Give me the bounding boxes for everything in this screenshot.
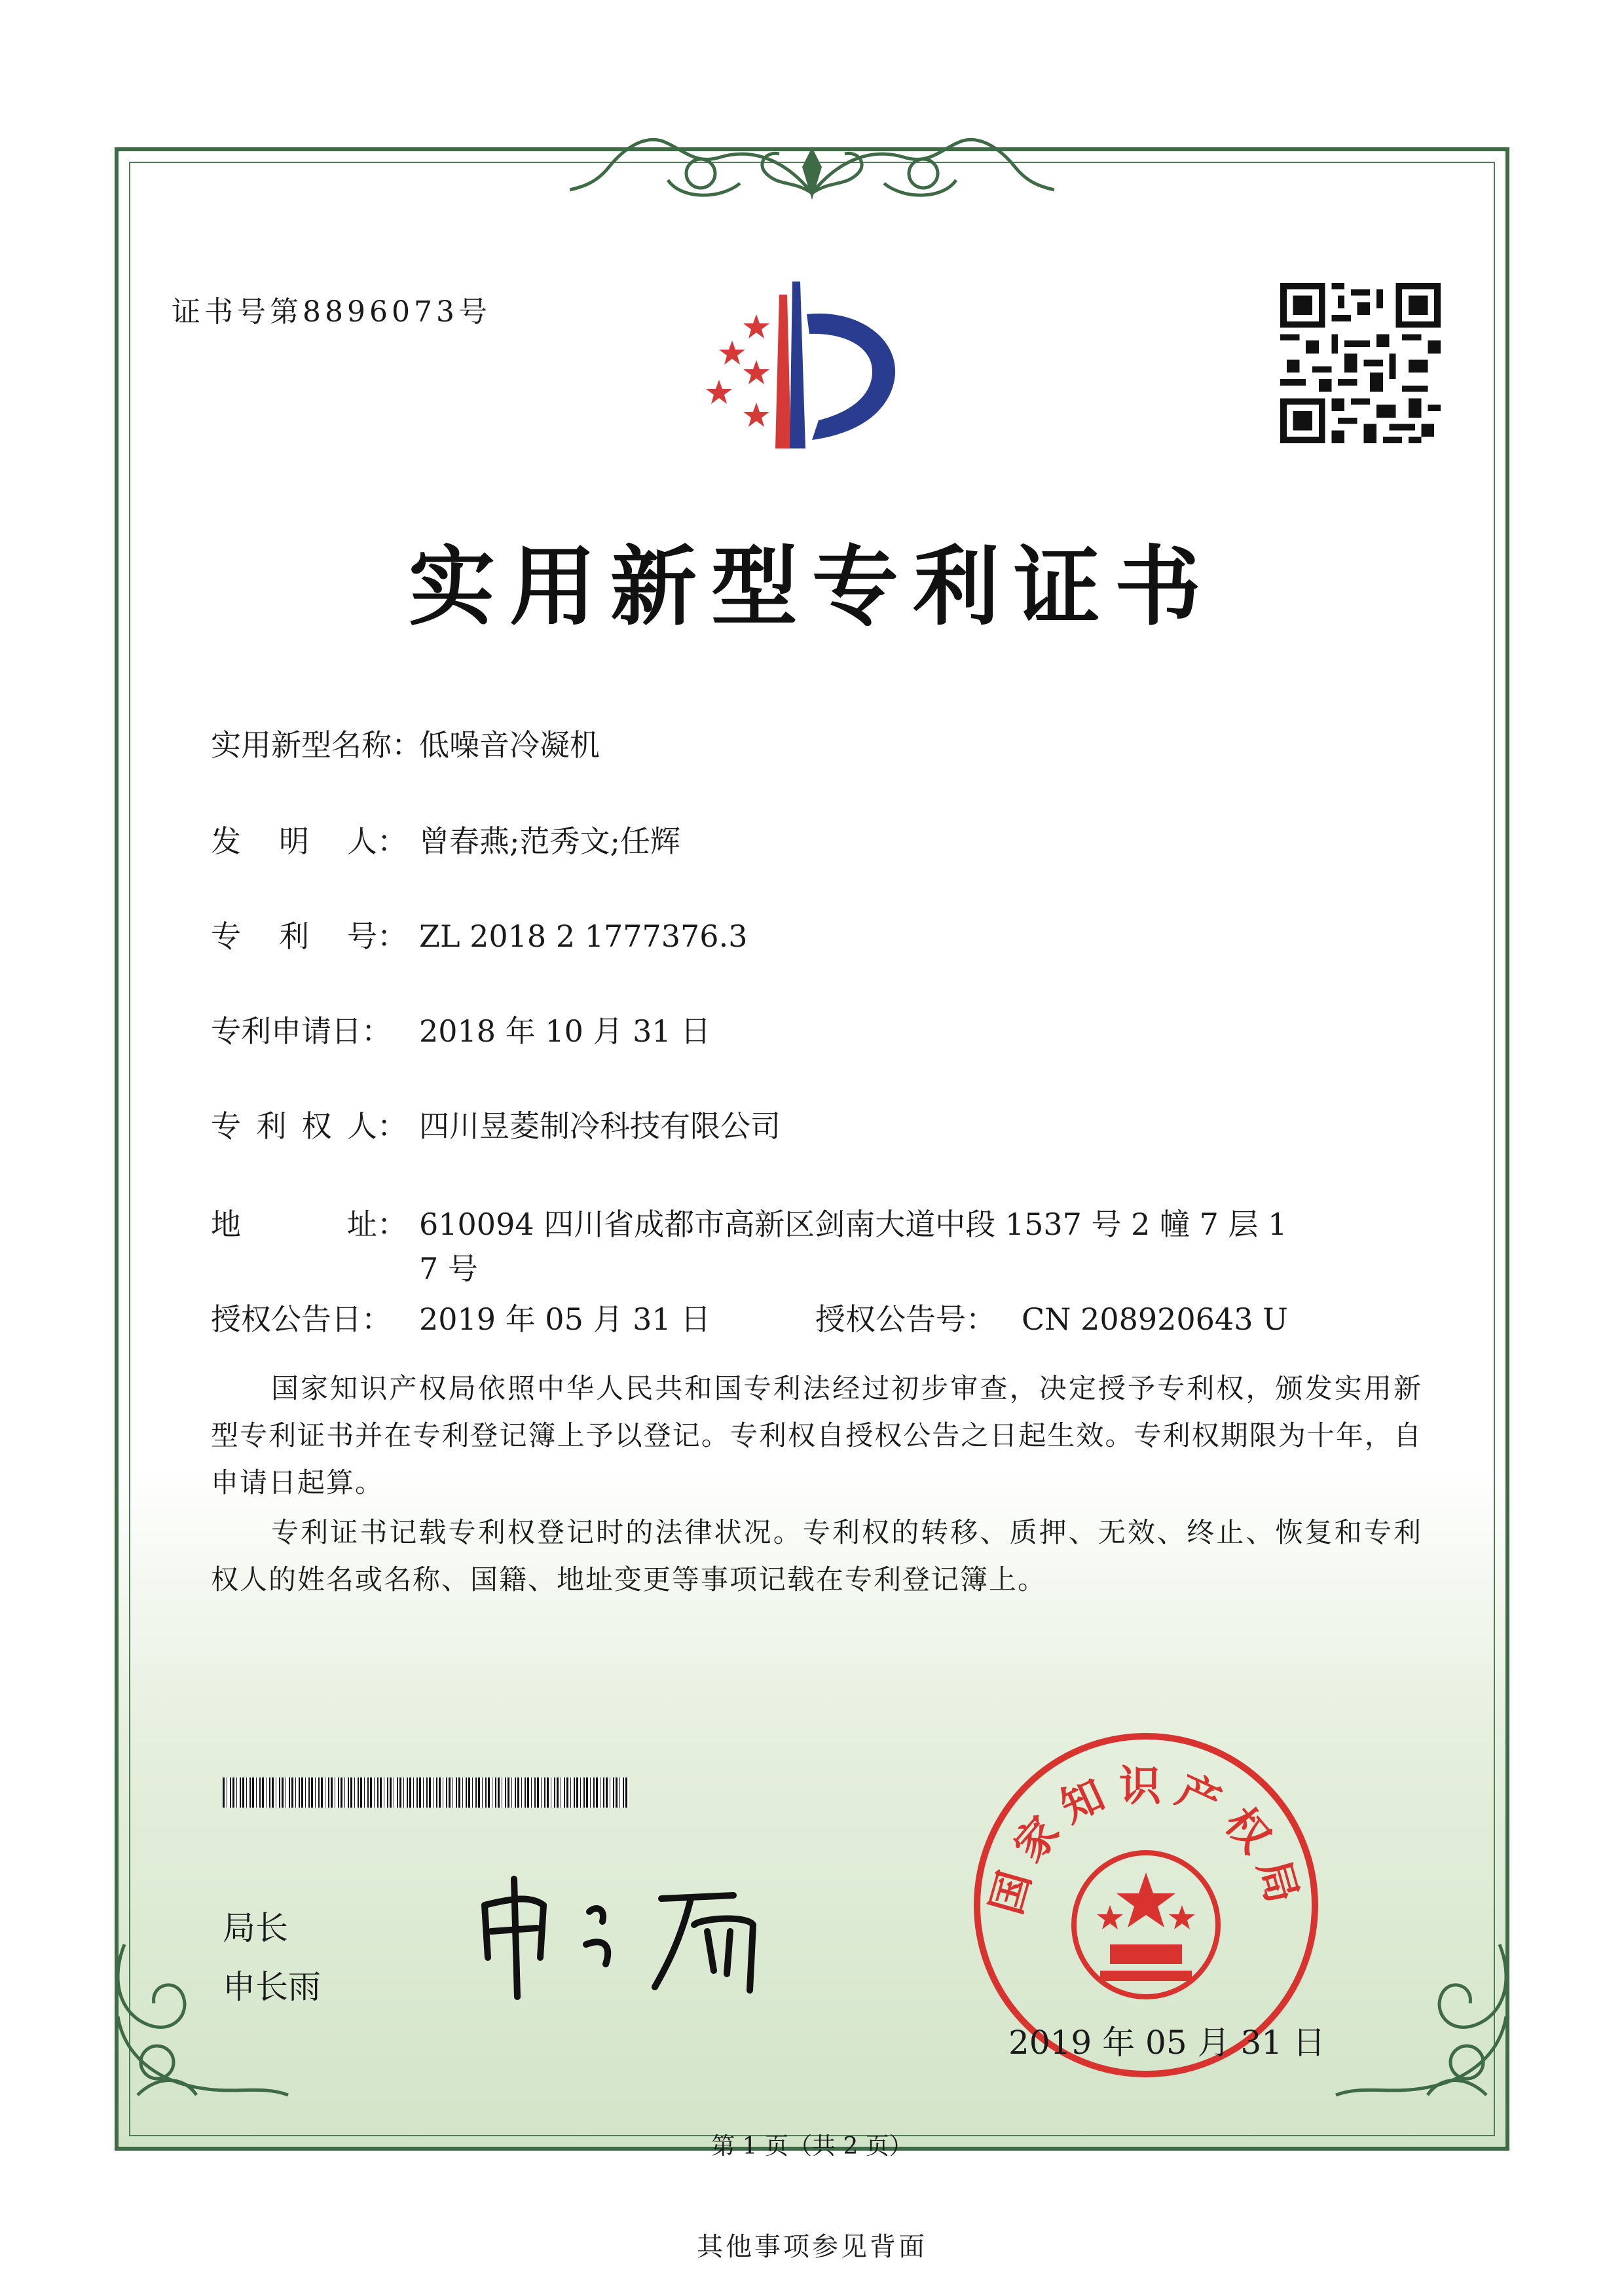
body-paragraph-1: 国家知识产权局依照中华人民共和国专利法经过初步审查，决定授予专利权，颁发实用新型专利证书并在专利登记簿上予以登记。专利权自授权公告之日起生效。专利权期限为十年，自申请日起算。 — [211, 1372, 1422, 1499]
director-signature — [471, 1859, 825, 2010]
back-note: 其他事项参见背面 — [697, 2232, 927, 2262]
field-patent-number: 专 利 号： ZL 2018 2 1777376.3 — [211, 919, 748, 954]
field-filing-date: 专利申请日： 2018 年 10 月 31 日 — [211, 1013, 711, 1049]
qr-code-icon — [1280, 283, 1441, 443]
director-name: 申长雨 — [223, 1968, 321, 2006]
stamp-date: 2019 年 05 月 31 日 — [1008, 2024, 1325, 2062]
grant-number-label: 授权公告号： — [815, 1302, 996, 1337]
grant-number-value: CN 208920643 U — [1022, 1302, 1288, 1337]
director-title: 局长 — [223, 1909, 288, 1947]
barcode — [223, 1777, 629, 1808]
body-paragraph-2: 专利证书记载专利权登记时的法律状况。专利权的转移、质押、无效、终止、恢复和专利权人的姓名或名称、国籍、地址变更等事项记载在专利登记簿上。 — [211, 1516, 1422, 1595]
corner-ornament-icon — [1329, 1938, 1526, 2108]
top-ornament-icon — [570, 121, 1054, 213]
field-patentee: 专 利 权 人： 四川昱菱制冷科技有限公司 — [211, 1108, 781, 1144]
field-address: 地 址： 610094 四川省成都市高新区剑南大道中段 1537 号 2 幢 7 层 1 7 号 — [211, 1207, 1287, 1286]
field-inventor: 发 明 人： 曾春燕;范秀文;任辉 — [211, 824, 680, 859]
certificate-title: 实用新型专利证书 — [409, 537, 1215, 638]
page-indicator: 第 1 页（共 2 页） — [711, 2133, 913, 2160]
field-grant-date: 授权公告日： 2019 年 05 月 31 日 授权公告号： CN 208920643 U — [0, 1300, 1624, 1339]
seal-text: 国家知识产权局 — [982, 1762, 1310, 1920]
patent-office-logo-icon — [694, 268, 930, 458]
field-utility-model-name: 实用新型名称： 低噪音冷凝机 — [211, 727, 600, 763]
certificate-number: 证书号第8896073号 — [172, 295, 491, 329]
